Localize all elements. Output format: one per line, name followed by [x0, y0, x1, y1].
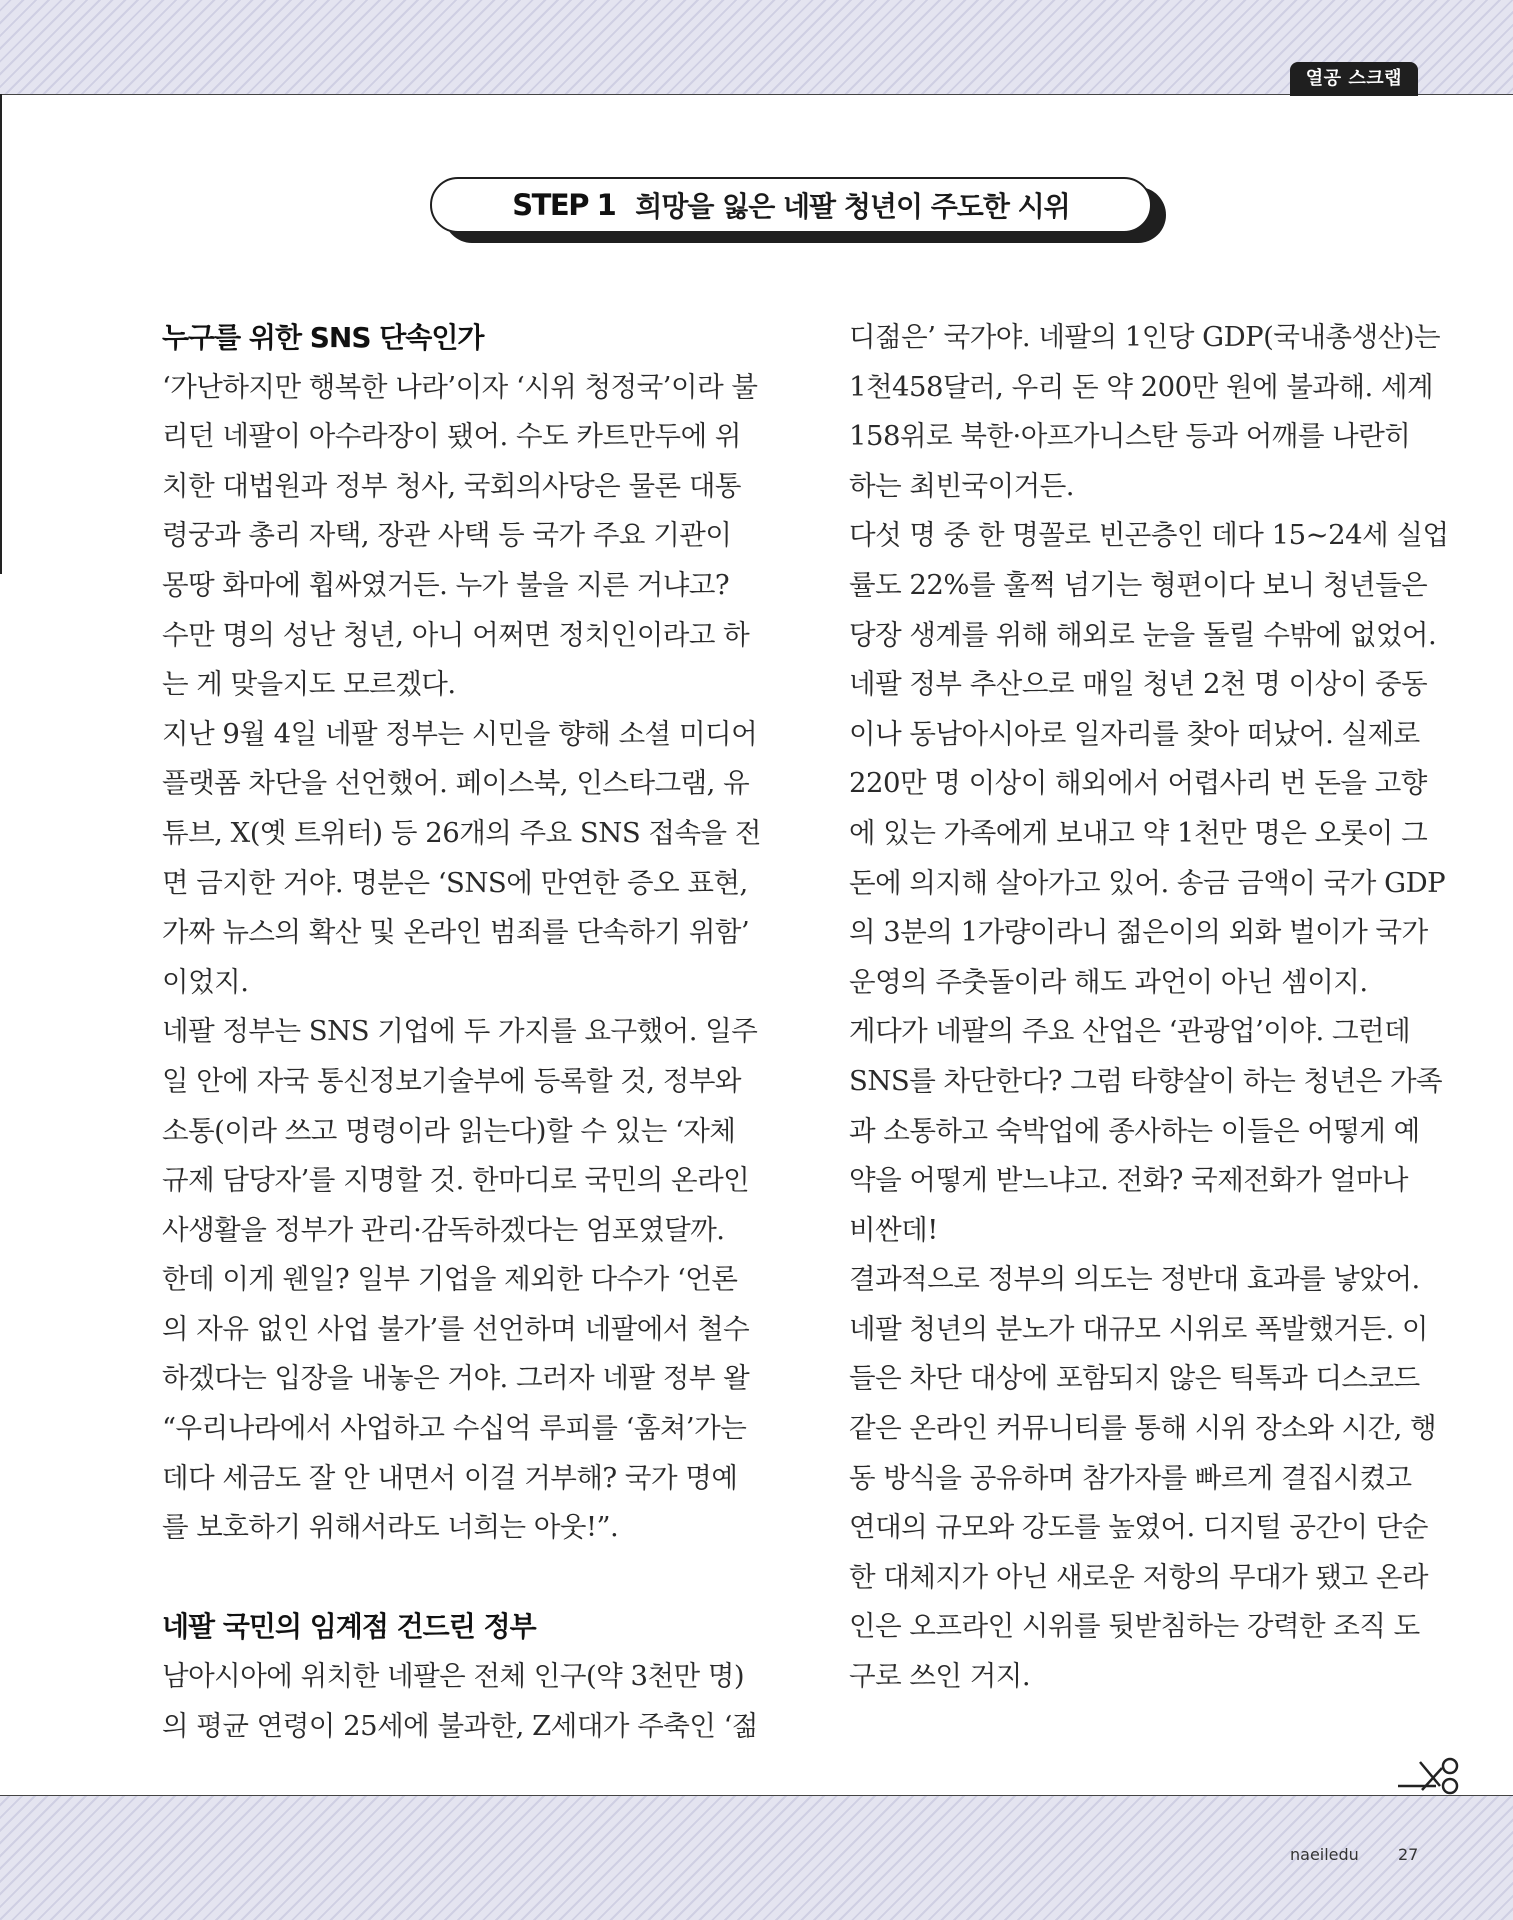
section-heading: 누구를 위한 SNS 단속인가 [162, 321, 484, 354]
text-line: 220만 명 이상이 해외에서 어렵사리 번 돈을 고향 [849, 767, 1427, 800]
text-line: 이나 동남아시아로 일자리를 찾아 떠났어. 실제로 [849, 717, 1420, 750]
text-line: SNS를 차단한다? 그럼 타향살이 하는 청년은 가족 [849, 1064, 1443, 1097]
section-heading: 네팔 국민의 임계점 건드린 정부 [162, 1610, 536, 1644]
text-line: 운영의 주춧돌이라 해도 과언이 아닌 셈이지. [849, 965, 1368, 998]
text-line: 네팔 청년의 분노가 대규모 시위로 폭발했거든. 이 [849, 1312, 1428, 1345]
text-line: 면 금지한 거야. 명분은 ‘SNS에 만연한 증오 표현, [162, 866, 748, 899]
text-line: 디젊은’ 국가야. 네팔의 1인당 GDP(국내총생산)는 [849, 321, 1441, 353]
left-margin-rule [0, 94, 2, 574]
text-line: ‘가난하지만 행복한 나라’이자 ‘시위 청정국’이라 불 [162, 370, 758, 403]
text-line: 는 게 맞을지도 모르겠다. [162, 668, 456, 701]
step-title: 희망을 잃은 네팔 청년이 주도한 시위 [635, 190, 1070, 223]
text-line: 소통(이라 쓰고 명령이라 읽는다)할 수 있는 ‘자체 [162, 1114, 736, 1147]
text-line: 들은 차단 대상에 포함되지 않은 틱톡과 디스코드 [849, 1362, 1420, 1395]
text-line: 사생활을 정부가 관리·감독하겠다는 엄포였달까. [162, 1213, 725, 1246]
text-line: 몽땅 화마에 휩싸였거든. 누가 불을 지른 거냐고? [162, 568, 730, 601]
paragraph-gap [162, 1553, 732, 1603]
step-banner-box [430, 177, 1152, 233]
text-line: 리던 네팔이 아수라장이 됐어. 수도 카트만두에 위 [162, 420, 741, 453]
text-line: 158위로 북한·아프가니스탄 등과 어깨를 나란히 [849, 420, 1411, 453]
text-line: 튜브, X(옛 트위터) 등 26개의 주요 SNS 접속을 전 [162, 816, 761, 849]
text-line: 돈에 의지해 살아가고 있어. 송금 금액이 국가 GDP [849, 866, 1446, 899]
text-line: 률도 22%를 훌쩍 넘기는 형편이다 보니 청년들은 [849, 568, 1428, 601]
text-line: 네팔 정부는 SNS 기업에 두 가지를 요구했어. 일주 [162, 1015, 758, 1048]
scissors-icon [1396, 1756, 1466, 1796]
text-line: 의 평균 연령이 25세에 불과한, Z세대가 주축인 ‘젊 [162, 1709, 758, 1742]
left-column [162, 313, 761, 1751]
text-line: 에 있는 가족에게 보내고 약 1천만 명은 오롯이 그 [849, 816, 1428, 849]
text-line: 하는 최빈국이거든. [849, 469, 1075, 502]
text-line: 수만 명의 성난 청년, 아니 어쩌면 정치인이라고 하 [162, 618, 750, 651]
text-line: 인은 오프라인 시위를 뒷받침하는 강력한 조직 도 [849, 1610, 1420, 1643]
text-line: 같은 온라인 커뮤니티를 통해 시위 장소와 시간, 행 [849, 1412, 1437, 1445]
text-line: 치한 대법원과 정부 청사, 국회의사당은 물론 대통 [162, 469, 741, 502]
text-line: 이었지. [162, 965, 249, 998]
text-line: 다섯 명 중 한 명꼴로 빈곤층인 데다 15~24세 실업 [849, 519, 1449, 552]
text-line: 게다가 네팔의 주요 산업은 ‘관광업’이야. 그런데 [849, 1015, 1411, 1048]
text-line: 네팔 정부 추산으로 매일 청년 2천 명 이상이 중동 [849, 668, 1428, 701]
text-line: 1천458달러, 우리 돈 약 200만 원에 불과해. 세계 [849, 370, 1434, 403]
text-line: 연대의 규모와 강도를 높였어. 디지털 공간이 단순 [849, 1511, 1428, 1544]
text-line: 동 방식을 공유하며 참가자를 빠르게 결집시켰고 [849, 1461, 1412, 1494]
text-line: 한데 이게 웬일? 일부 기업을 제외한 다수가 ‘언론 [162, 1263, 738, 1296]
text-line: 약을 어떻게 받느냐고. 전화? 국제전화가 얼마나 [849, 1164, 1408, 1197]
text-line: 남아시아에 위치한 네팔은 전체 인구(약 3천만 명) [162, 1660, 745, 1693]
text-line: 과 소통하고 숙박업에 종사하는 이들은 어떻게 예 [849, 1114, 1420, 1147]
text-line: 일 안에 자국 통신정보기술부에 등록할 것, 정부와 [162, 1064, 741, 1097]
text-line: 지난 9월 4일 네팔 정부는 시민을 향해 소셜 미디어 [162, 717, 758, 750]
text-line: 를 보호하기 위해서라도 너희는 아웃!”. [162, 1511, 619, 1544]
text-line: 한 대체지가 아닌 새로운 저항의 무대가 됐고 온라 [849, 1560, 1428, 1593]
text-line: 구로 쓰인 거지. [849, 1660, 1031, 1693]
text-line: “우리나라에서 사업하고 수십억 루피를 ‘훔쳐’가는 [162, 1412, 747, 1445]
text-line: 데다 세금도 잘 안 내면서 이걸 거부해? 국가 명예 [162, 1461, 738, 1494]
text-line: 결과적으로 정부의 의도는 정반대 효과를 낳았어. [849, 1263, 1420, 1296]
text-line: 비싼데! [849, 1213, 938, 1246]
text-line: 하겠다는 입장을 내놓은 거야. 그러자 네팔 정부 왈 [162, 1362, 750, 1395]
step-label: STEP 1 [512, 188, 616, 222]
footer-brand: naeiledu [1290, 1845, 1359, 1864]
text-line: 규제 담당자’를 지명할 것. 한마디로 국민의 온라인 [162, 1164, 750, 1197]
step-banner [430, 177, 1170, 245]
page-number: 27 [1398, 1845, 1419, 1864]
text-line: 플랫폼 차단을 선언했어. 페이스북, 인스타그램, 유 [162, 767, 750, 800]
text-line: 당장 생계를 위해 해외로 눈을 돌릴 수밖에 없었어. [849, 618, 1437, 651]
section-tab: 열공 스크랩 [1290, 62, 1418, 96]
text-line: 령궁과 총리 자택, 장관 사택 등 국가 주요 기관이 [162, 519, 732, 552]
text-line: 의 3분의 1가량이라니 젊은이의 외화 벌이가 국가 [849, 916, 1428, 949]
right-column [849, 313, 1449, 1702]
text-line: 의 자유 없인 사업 불가’를 선언하며 네팔에서 철수 [162, 1312, 750, 1345]
text-line: 가짜 뉴스의 확산 및 온라인 범죄를 단속하기 위함’ [162, 916, 750, 949]
